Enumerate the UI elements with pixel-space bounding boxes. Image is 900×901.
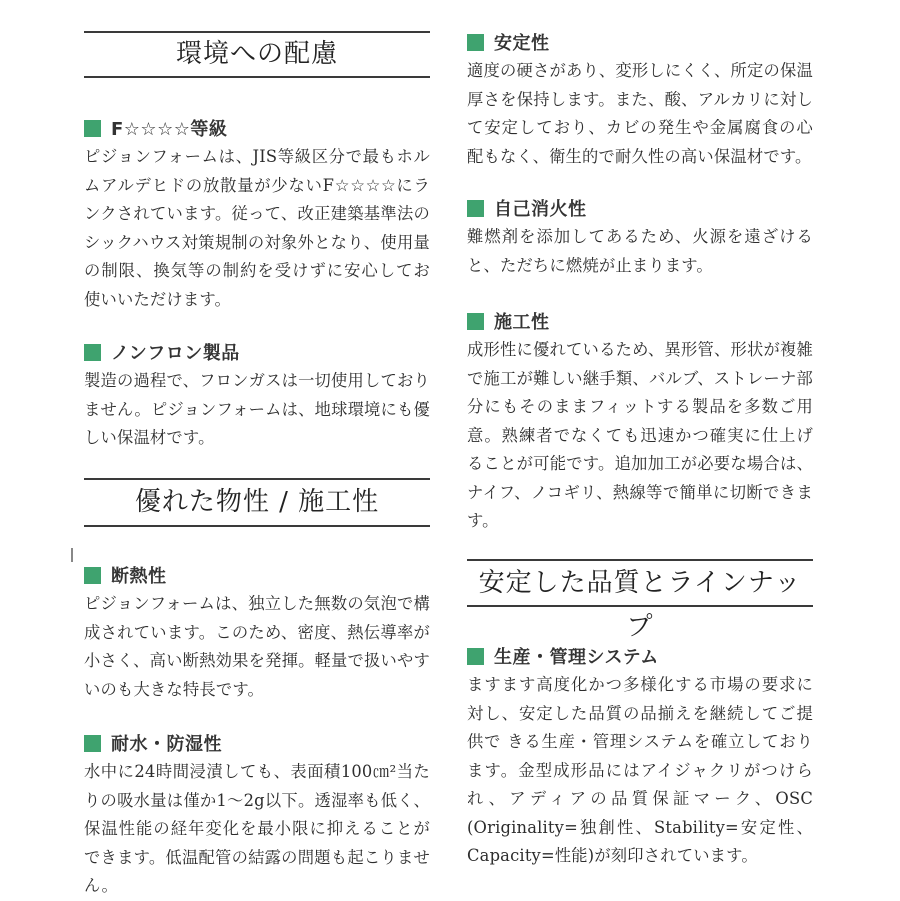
item-stability (467, 30, 813, 171)
item-heading (467, 309, 813, 333)
item-f-star-grade (84, 116, 430, 314)
item-heading (84, 563, 430, 587)
section-title-quality: 安定した品質とラインナップ (467, 559, 813, 607)
green-square-icon (467, 200, 484, 217)
scan-mark (71, 548, 73, 562)
item-body: 水中に24時間浸漬しても、表面積100㎝²当たりの吸水量は僅か1～2g以下。透湿率も低く、保温性能の経年変化を最小限に抑えることができます。低温配管の結露の問題も起こりません。 (84, 762, 430, 895)
item-body: 成形性に優れているため、異形管、形状が複雑で施工が難しい継手類、バルブ、ストレーナ部分にもそのままフィットする製品を多数ご用意。熟練者でなくても迅速かつ確実に仕上げることが可能です。追加加工が必要な場合は、ナイフ、ノコギリ、熱線等で簡単に切断できます。 (467, 340, 813, 530)
section-title-environment: 環境への配慮 (84, 31, 430, 78)
green-square-icon (467, 648, 484, 665)
heading-label: F☆☆☆☆等級 (111, 119, 228, 140)
item-heading (467, 644, 813, 668)
green-square-icon (467, 34, 484, 51)
item-body: 適度の硬さがあり、変形しにくく、所定の保温厚さを保持します。また、酸、アルカリに対して安定しており、カビの発生や金属腐食の心配もなく、衛生的で耐久性の高い保温材です。 (467, 61, 813, 166)
section-title-properties: 優れた物性 / 施工性 (84, 478, 430, 527)
item-heading (467, 196, 813, 220)
item-self-extinguishing (467, 196, 813, 280)
heading-label: 断熱性 (111, 566, 167, 587)
item-heading (84, 116, 430, 140)
heading-label: 安定性 (494, 33, 550, 54)
heading-label: 施工性 (494, 312, 550, 333)
heading-label: ノンフロン製品 (111, 343, 240, 364)
heading-label: 生産・管理システム (494, 647, 659, 668)
heading-label: 耐水・防湿性 (111, 734, 222, 755)
item-heading (84, 731, 430, 755)
item-water-resistance (84, 731, 430, 901)
green-square-icon (84, 344, 101, 361)
green-square-icon (84, 567, 101, 584)
item-workability (467, 309, 813, 536)
item-body: 製造の過程で、フロンガスは一切使用しておりません。ピジョンフォームは、地球環境にも優しい保温材です。 (84, 371, 430, 447)
green-square-icon (84, 120, 101, 137)
heading-label: 自己消火性 (494, 199, 587, 220)
item-body: ピジョンフォームは、独立した無数の気泡で構成されています。このため、密度、熱伝導率が小さく、高い断熱効果を発揮。軽量で扱いやすいのも大きな特長です。 (84, 594, 430, 699)
item-heading (84, 340, 430, 364)
item-body: 難燃剤を添加してあるため、火源を遠ざけると、ただちに燃焼が止まります。 (467, 227, 813, 275)
green-square-icon (84, 735, 101, 752)
item-insulation (84, 563, 430, 704)
item-body: ますます高度化かつ多様化する市場の要求に対し、安定した品質の品揃えを継続してご提供で きる生産・管理システムを確立しております。金型成形品にはアイジャクリがつけられ、アディアの品質保証マーク、OSC (Originality=独創性、Stability=安定性、Capacity=性能)が刻印されています。 (467, 675, 813, 865)
green-square-icon (467, 313, 484, 330)
item-non-freon (84, 340, 430, 453)
item-heading (467, 30, 813, 54)
item-body: ピジョンフォームは、JIS等級区分で最もホルムアルデヒドの放散量が少ないF☆☆☆☆にランクされています。従って、改正建築基準法のシックハウス対策規制の対象外となり、使用量の制限、換気等の制約を受けずに安心してお使いいただけます。 (84, 147, 430, 309)
item-production-system (467, 644, 813, 871)
